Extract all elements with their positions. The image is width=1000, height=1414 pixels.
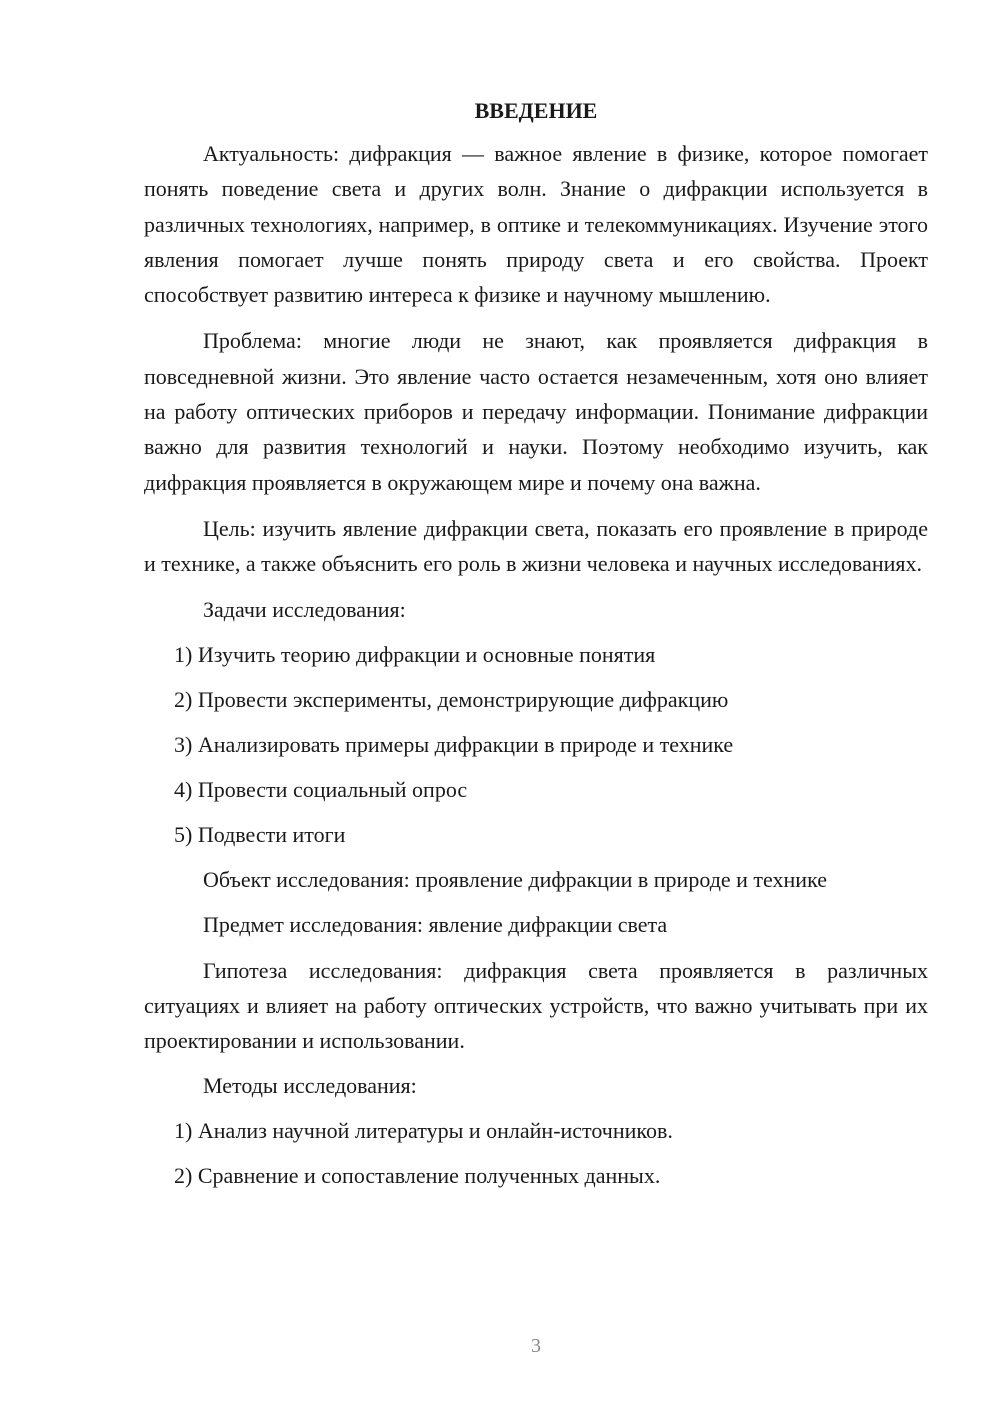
- tasks-list: [144, 638, 928, 852]
- list-item: 4) Провести социальный опрос: [174, 776, 468, 802]
- methods-heading: Методы исследования:: [203, 1073, 417, 1099]
- research-object: Объект исследования: проявление дифракции в природе и технике: [203, 866, 827, 892]
- relevance-paragraph: Актуальность: дифракция — важное явление в физике, которое помогает понять поведение света и других волн. Знание о дифракции используется в различных технологиях, например, в оптике и телекоммуникациях. Изучение этого явления помогает лучше понять природу света и его свойства. Проект способствует развитию интереса к физике и научному мышлению.: [144, 141, 928, 308]
- list-item: 3) Анализировать примеры дифракции в природе и технике: [174, 731, 734, 757]
- hypothesis-paragraph: Гипотеза исследования: дифракция света проявляется в различных ситуациях и влияет на работу оптических устройств, что важно учитывать при их проектировании и использовании.: [144, 957, 928, 1054]
- section-title: ВВЕДЕНИЕ: [474, 98, 598, 123]
- list-item: 1) Изучить теорию дифракции и основные понятия: [174, 641, 656, 667]
- tasks-heading: Задачи исследования:: [203, 596, 406, 622]
- goal-paragraph: Цель: изучить явление дифракции света, показать его проявление в природе и технике, а также объяснить его роль в жизни человека и научных исследованиях.: [144, 515, 928, 577]
- list-item: 1) Анализ научной литературы и онлайн-источников.: [174, 1118, 673, 1144]
- research-subject: Предмет исследования: явление дифракции света: [203, 911, 668, 937]
- list-item: 5) Подвести итоги: [174, 821, 346, 847]
- problem-paragraph: Проблема: многие люди не знают, как проявляется дифракция в повседневной жизни. Это явление часто остается незамеченным, хотя оно влияет на работу оптических приборов и передачу информации. Понимание дифракции важно для развития технологий и науки. Поэтому необходимо изучить, как дифракция проявляется в окружающем мире и почему она важна.: [144, 328, 928, 495]
- list-item: 2) Провести эксперименты, демонстрирующие дифракцию: [174, 686, 729, 712]
- methods-list: [144, 1114, 928, 1193]
- list-item: 2) Сравнение и сопоставление полученных данных.: [174, 1163, 661, 1189]
- page-number: 3: [531, 1335, 541, 1357]
- page-content: [144, 94, 928, 1204]
